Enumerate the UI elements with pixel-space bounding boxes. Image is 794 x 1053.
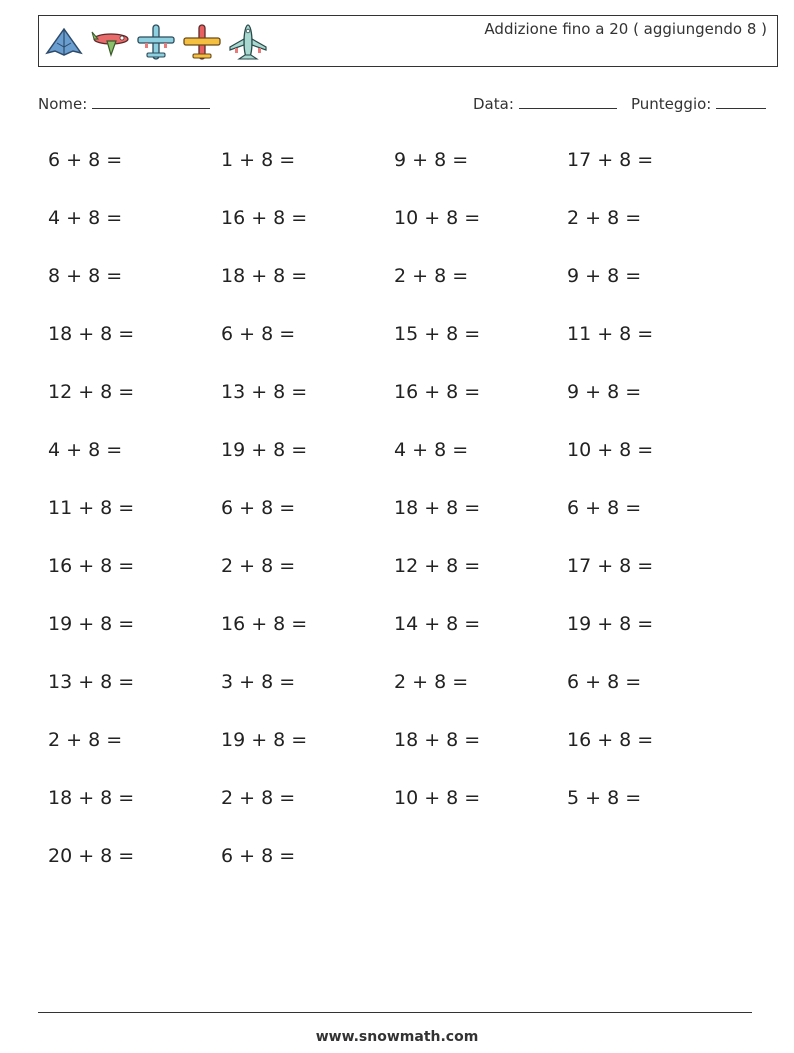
name-blank bbox=[92, 94, 210, 109]
problem-item: 19 + 8 = bbox=[221, 439, 308, 461]
worksheet-header bbox=[38, 15, 778, 67]
problem-item: 2 + 8 = bbox=[48, 729, 123, 751]
problem-item: 11 + 8 = bbox=[48, 497, 135, 519]
name-label: Nome: bbox=[38, 95, 88, 113]
problem-item: 8 + 8 = bbox=[48, 265, 123, 287]
problem-item: 15 + 8 = bbox=[394, 323, 481, 345]
problem-item: 6 + 8 = bbox=[567, 497, 642, 519]
score-field bbox=[631, 94, 766, 113]
yellow-plane-icon bbox=[181, 21, 223, 63]
problem-item: 6 + 8 = bbox=[48, 149, 123, 171]
problem-item: 4 + 8 = bbox=[394, 439, 469, 461]
problem-item: 5 + 8 = bbox=[567, 787, 642, 809]
problem-item: 14 + 8 = bbox=[394, 613, 481, 635]
problem-item: 4 + 8 = bbox=[48, 439, 123, 461]
problem-item: 16 + 8 = bbox=[48, 555, 135, 577]
stealth-plane-icon bbox=[43, 21, 85, 63]
worksheet-title: Addizione fino a 20 ( aggiungendo 8 ) bbox=[484, 20, 767, 38]
problem-item: 19 + 8 = bbox=[221, 729, 308, 751]
problem-grid bbox=[48, 145, 748, 899]
footer-website: www.snowmath.com bbox=[315, 1029, 479, 1045]
date-blank bbox=[519, 94, 617, 109]
problem-item: 3 + 8 = bbox=[221, 671, 296, 693]
problem-item: 10 + 8 = bbox=[394, 787, 481, 809]
problem-item: 16 + 8 = bbox=[221, 613, 308, 635]
problem-item: 4 + 8 = bbox=[48, 207, 123, 229]
problem-item: 9 + 8 = bbox=[567, 265, 642, 287]
date-field bbox=[473, 94, 617, 113]
problem-item: 16 + 8 = bbox=[567, 729, 654, 751]
problem-item: 6 + 8 = bbox=[221, 323, 296, 345]
problem-item: 17 + 8 = bbox=[567, 555, 654, 577]
problem-item: 6 + 8 = bbox=[221, 845, 296, 867]
plane-icons bbox=[43, 20, 269, 64]
problem-item: 12 + 8 = bbox=[48, 381, 135, 403]
problem-item: 2 + 8 = bbox=[221, 555, 296, 577]
problem-item: 1 + 8 = bbox=[221, 149, 296, 171]
problem-item: 18 + 8 = bbox=[221, 265, 308, 287]
problem-item: 13 + 8 = bbox=[221, 381, 308, 403]
problem-item: 18 + 8 = bbox=[48, 323, 135, 345]
problem-item: 19 + 8 = bbox=[567, 613, 654, 635]
problem-item: 12 + 8 = bbox=[394, 555, 481, 577]
problem-item: 16 + 8 = bbox=[221, 207, 308, 229]
problem-item: 2 + 8 = bbox=[394, 265, 469, 287]
problem-item: 20 + 8 = bbox=[48, 845, 135, 867]
problem-item: 18 + 8 = bbox=[394, 729, 481, 751]
blue-plane-icon bbox=[135, 21, 177, 63]
problem-item: 10 + 8 = bbox=[394, 207, 481, 229]
problem-item: 16 + 8 = bbox=[394, 381, 481, 403]
problem-item: 18 + 8 = bbox=[394, 497, 481, 519]
problem-item: 2 + 8 = bbox=[567, 207, 642, 229]
problem-list bbox=[48, 145, 748, 899]
problem-item: 10 + 8 = bbox=[567, 439, 654, 461]
red-plane-icon bbox=[89, 21, 131, 63]
problem-item: 2 + 8 = bbox=[221, 787, 296, 809]
problem-item: 2 + 8 = bbox=[394, 671, 469, 693]
problem-item: 9 + 8 = bbox=[567, 381, 642, 403]
problem-item: 6 + 8 = bbox=[567, 671, 642, 693]
problem-item: 13 + 8 = bbox=[48, 671, 135, 693]
score-blank bbox=[716, 94, 766, 109]
problem-item: 6 + 8 = bbox=[221, 497, 296, 519]
problem-item: 19 + 8 = bbox=[48, 613, 135, 635]
name-field bbox=[38, 94, 210, 113]
date-label: Data: bbox=[473, 95, 514, 113]
problem-item: 18 + 8 = bbox=[48, 787, 135, 809]
problem-item: 9 + 8 = bbox=[394, 149, 469, 171]
problem-item: 11 + 8 = bbox=[567, 323, 654, 345]
jet-plane-icon bbox=[227, 21, 269, 63]
problem-item: 17 + 8 = bbox=[567, 149, 654, 171]
score-label: Punteggio: bbox=[631, 95, 712, 113]
footer-divider bbox=[38, 1012, 752, 1013]
